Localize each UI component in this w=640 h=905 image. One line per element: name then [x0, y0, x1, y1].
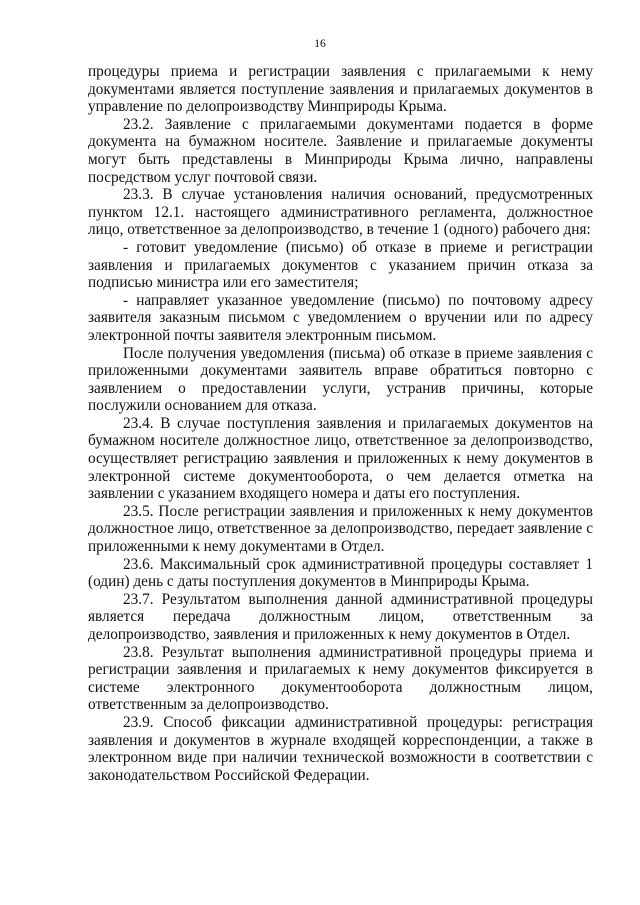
page-number: 16	[314, 38, 326, 50]
list-item-send-notice: - направляет указанное уведомление (письмо) по почтовому адресу заявителя заказным письмом с уведомлением о вручении или по адресу электронной почты заявителя электронным письмом.	[88, 291, 593, 344]
paragraph-23-5: 23.5. После регистрации заявления и приложенных к нему документов должностное лицо, ответственное за делопроизводство, передает заявление с приложенными к нему документами в Отдел.	[88, 502, 593, 556]
paragraph-23-2: 23.2. Заявление с прилагаемыми документами подается в форме документа на бумажном носителе. Заявление и прилагаемые документы могут быть представлены в Минприроды Крыма лично, направлены посредством услуг почтовой связи.	[88, 115, 593, 186]
document-body	[88, 63, 593, 784]
paragraph-23-6: 23.6. Максимальный срок административной процедуры составляет 1 (один) день с даты поступления документов в Минприроды Крыма.	[88, 555, 593, 591]
paragraph-23-7: 23.7. Результатом выполнения данной административной процедуры является передача должностным лицом, ответственным за делопроизводство, заявления и приложенных к нему документов в Отдел.	[88, 590, 593, 643]
paragraph-23-4: 23.4. В случае поступления заявления и прилагаемых документов на бумажном носителе должностное лицо, ответственное за делопроизводство, осуществляет регистрацию заявления и приложенных к нему документов в электронной системе документооборота, о чем делается отметка на заявлении с указанием входящего номера и даты его поступления.	[88, 414, 593, 503]
paragraph-23-9: 23.9. Способ фиксации административной процедуры: регистрация заявления и документов в журнале входящей корреспонденции, а также в электронном виде при наличии технической возможности в соответствии с законодательством Российской Федерации.	[88, 713, 593, 784]
paragraph-23-8: 23.8. Результат выполнения административной процедуры приема и регистрации заявления и прилагаемых к нему документов фиксируется в системе электронного документооборота должностным лицом, ответственным за делопроизводство.	[88, 643, 593, 714]
list-item-prepare-notice: - готовит уведомление (письмо) об отказе в приеме и регистрации заявления и прилагаемых документов с указанием причин отказа за подписью министра или его заместителя;	[88, 238, 593, 292]
paragraph-after-refusal: После получения уведомления (письма) об отказе в приеме заявления с приложенными документами заявитель вправе обратиться повторно с заявлением о предоставлении услуги, устранив причины, которые послужили основанием для отказа.	[88, 344, 593, 415]
paragraph-23-3: 23.3. В случае установления наличия оснований, предусмотренных пунктом 12.1. настоящего административного регламента, должностное лицо, ответственное за делопроизводство, в течение 1 (одного) рабочего дня:	[88, 186, 593, 239]
paragraph-continuation: процедуры приема и регистрации заявления с прилагаемыми к нему документами является поступление заявления и прилагаемых документов в управление по делопроизводству Минприроды Крыма.	[88, 63, 593, 116]
